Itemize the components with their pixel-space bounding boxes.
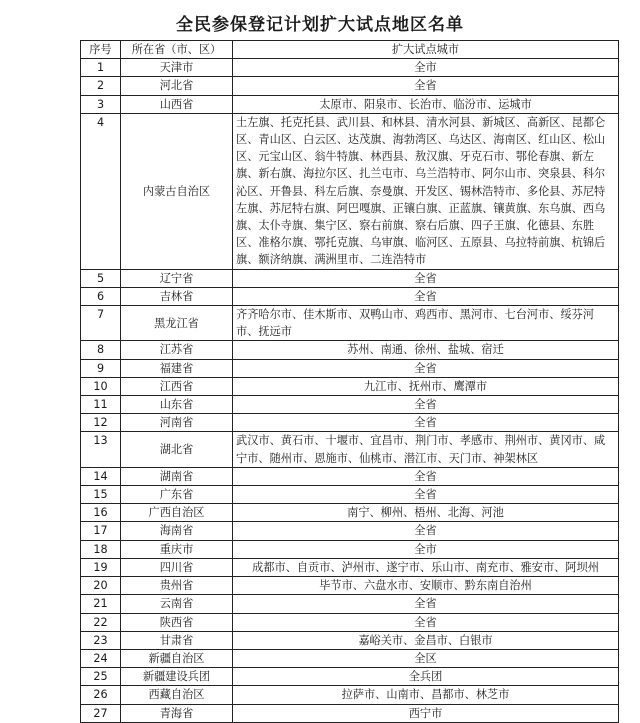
row-cities: 全省 bbox=[233, 486, 619, 504]
row-cities: 全省 bbox=[233, 613, 619, 631]
row-number: 16 bbox=[81, 504, 121, 522]
row-cities: 全省 bbox=[233, 414, 619, 432]
row-number: 26 bbox=[81, 686, 121, 704]
row-number: 19 bbox=[81, 558, 121, 576]
row-cities: 全省 bbox=[233, 359, 619, 377]
table-row bbox=[81, 359, 619, 377]
row-number: 11 bbox=[81, 396, 121, 414]
row-province: 新疆自治区 bbox=[121, 649, 233, 667]
row-number: 4 bbox=[81, 113, 121, 269]
row-cities: 成都市、自贡市、泸州市、遂宁市、乐山市、南充市、雅安市、阿坝州 bbox=[233, 558, 619, 576]
table-row bbox=[81, 577, 619, 595]
row-cities: 拉萨市、山南市、昌都市、林芝市 bbox=[233, 686, 619, 704]
row-number: 7 bbox=[81, 306, 121, 341]
pilot-area-table bbox=[80, 40, 619, 723]
table-row bbox=[81, 269, 619, 287]
row-cities: 太原市、阳泉市、长治市、临汾市、运城市 bbox=[233, 95, 619, 113]
row-number: 20 bbox=[81, 577, 121, 595]
row-number: 27 bbox=[81, 704, 121, 722]
row-cities: 全省 bbox=[233, 396, 619, 414]
row-number: 13 bbox=[81, 432, 121, 467]
row-cities: 全省 bbox=[233, 269, 619, 287]
row-province: 福建省 bbox=[121, 359, 233, 377]
row-number: 9 bbox=[81, 359, 121, 377]
row-number: 14 bbox=[81, 467, 121, 485]
row-cities: 全省 bbox=[233, 595, 619, 613]
row-province: 陕西省 bbox=[121, 613, 233, 631]
table-row bbox=[81, 522, 619, 540]
row-province: 四川省 bbox=[121, 558, 233, 576]
table-row bbox=[81, 306, 619, 341]
table-row bbox=[81, 414, 619, 432]
table-row bbox=[81, 613, 619, 631]
row-cities: 九江市、抚州市、鹰潭市 bbox=[233, 377, 619, 395]
row-number: 8 bbox=[81, 341, 121, 359]
row-number: 5 bbox=[81, 269, 121, 287]
row-number: 1 bbox=[81, 59, 121, 77]
table-row bbox=[81, 59, 619, 77]
header-province: 所在省（市、区） bbox=[121, 41, 233, 59]
table-row bbox=[81, 704, 619, 722]
table-row bbox=[81, 504, 619, 522]
row-province: 黑龙江省 bbox=[121, 306, 233, 341]
row-cities: 土左旗、托克托县、武川县、和林县、清水河县、新城区、高新区、昆都仑区、青山区、白云区、达茂旗、海勃湾区、乌达区、海南区、红山区、松山区、元宝山区、翁牛特旗、林西县、敖汉旗、牙克石市、鄂伦春旗、新左旗、新右旗、海拉尔区、扎兰屯市、乌兰浩特市、阿尔山市、突泉县、科尔沁区、开鲁县、科左后旗、奈曼旗、开发区、锡林浩特市、多伦县、苏尼特左旗、苏尼特右旗、阿巴嘎旗、正镶白旗、正蓝旗、镶黄旗、东乌旗、西乌旗、太仆寺旗、集宁区、察右前旗、察右后旗、四子王旗、化德县、东胜区、准格尔旗、鄂托克旗、乌审旗、临河区、五原县、乌拉特前旗、杭锦后旗、额济纳旗、满洲里市、二连浩特市 bbox=[233, 113, 619, 269]
table-row bbox=[81, 558, 619, 576]
row-province: 新疆建设兵团 bbox=[121, 668, 233, 686]
row-province: 海南省 bbox=[121, 522, 233, 540]
row-number: 3 bbox=[81, 95, 121, 113]
row-cities: 全省 bbox=[233, 77, 619, 95]
table-body bbox=[81, 59, 619, 723]
row-cities: 全省 bbox=[233, 287, 619, 305]
row-province: 重庆市 bbox=[121, 540, 233, 558]
table-row bbox=[81, 668, 619, 686]
row-cities: 全市 bbox=[233, 59, 619, 77]
row-province: 西藏自治区 bbox=[121, 686, 233, 704]
table-row bbox=[81, 432, 619, 467]
table-row bbox=[81, 77, 619, 95]
row-province: 内蒙古自治区 bbox=[121, 113, 233, 269]
row-number: 6 bbox=[81, 287, 121, 305]
row-province: 湖南省 bbox=[121, 467, 233, 485]
row-province: 甘肃省 bbox=[121, 631, 233, 649]
row-province: 广西自治区 bbox=[121, 504, 233, 522]
row-number: 15 bbox=[81, 486, 121, 504]
header-no: 序号 bbox=[81, 41, 121, 59]
row-cities: 南宁、柳州、梧州、北海、河池 bbox=[233, 504, 619, 522]
table-row bbox=[81, 95, 619, 113]
row-cities: 西宁市 bbox=[233, 704, 619, 722]
table-row bbox=[81, 377, 619, 395]
row-cities: 全省 bbox=[233, 467, 619, 485]
row-cities: 毕节市、六盘水市、安顺市、黔东南自治州 bbox=[233, 577, 619, 595]
row-province: 辽宁省 bbox=[121, 269, 233, 287]
row-number: 18 bbox=[81, 540, 121, 558]
table-row bbox=[81, 686, 619, 704]
page-title: 全民参保登记计划扩大试点地区名单 bbox=[176, 15, 464, 35]
row-province: 江苏省 bbox=[121, 341, 233, 359]
row-cities: 全市 bbox=[233, 540, 619, 558]
table-row bbox=[81, 113, 619, 269]
row-number: 17 bbox=[81, 522, 121, 540]
table-row bbox=[81, 467, 619, 485]
row-number: 2 bbox=[81, 77, 121, 95]
row-number: 23 bbox=[81, 631, 121, 649]
row-number: 10 bbox=[81, 377, 121, 395]
table-row bbox=[81, 649, 619, 667]
table-header-row bbox=[81, 41, 619, 59]
row-province: 河南省 bbox=[121, 414, 233, 432]
row-cities: 苏州、南通、徐州、盐城、宿迁 bbox=[233, 341, 619, 359]
row-province: 河北省 bbox=[121, 77, 233, 95]
row-number: 25 bbox=[81, 668, 121, 686]
table-row bbox=[81, 631, 619, 649]
row-cities: 全省 bbox=[233, 522, 619, 540]
row-cities: 武汉市、黄石市、十堰市、宜昌市、荆门市、孝感市、荆州市、黄冈市、咸宁市、随州市、恩施市、仙桃市、潜江市、天门市、神架林区 bbox=[233, 432, 619, 467]
row-province: 广东省 bbox=[121, 486, 233, 504]
row-number: 22 bbox=[81, 613, 121, 631]
row-number: 12 bbox=[81, 414, 121, 432]
row-province: 山东省 bbox=[121, 396, 233, 414]
table-row bbox=[81, 341, 619, 359]
row-cities: 齐齐哈尔市、佳木斯市、双鸭山市、鸡西市、黑河市、七台河市、绥芬河市、抚远市 bbox=[233, 306, 619, 341]
row-province: 云南省 bbox=[121, 595, 233, 613]
table-row bbox=[81, 287, 619, 305]
table-row bbox=[81, 486, 619, 504]
header-cities: 扩大试点城市 bbox=[233, 41, 619, 59]
row-cities: 嘉峪关市、金昌市、白银市 bbox=[233, 631, 619, 649]
row-province: 贵州省 bbox=[121, 577, 233, 595]
row-number: 21 bbox=[81, 595, 121, 613]
row-province: 青海省 bbox=[121, 704, 233, 722]
table-row bbox=[81, 595, 619, 613]
row-cities: 全区 bbox=[233, 649, 619, 667]
row-number: 24 bbox=[81, 649, 121, 667]
row-province: 天津市 bbox=[121, 59, 233, 77]
row-province: 吉林省 bbox=[121, 287, 233, 305]
row-province: 山西省 bbox=[121, 95, 233, 113]
row-province: 江西省 bbox=[121, 377, 233, 395]
row-cities: 全兵团 bbox=[233, 668, 619, 686]
row-province: 湖北省 bbox=[121, 432, 233, 467]
table-row bbox=[81, 540, 619, 558]
table-row bbox=[81, 396, 619, 414]
